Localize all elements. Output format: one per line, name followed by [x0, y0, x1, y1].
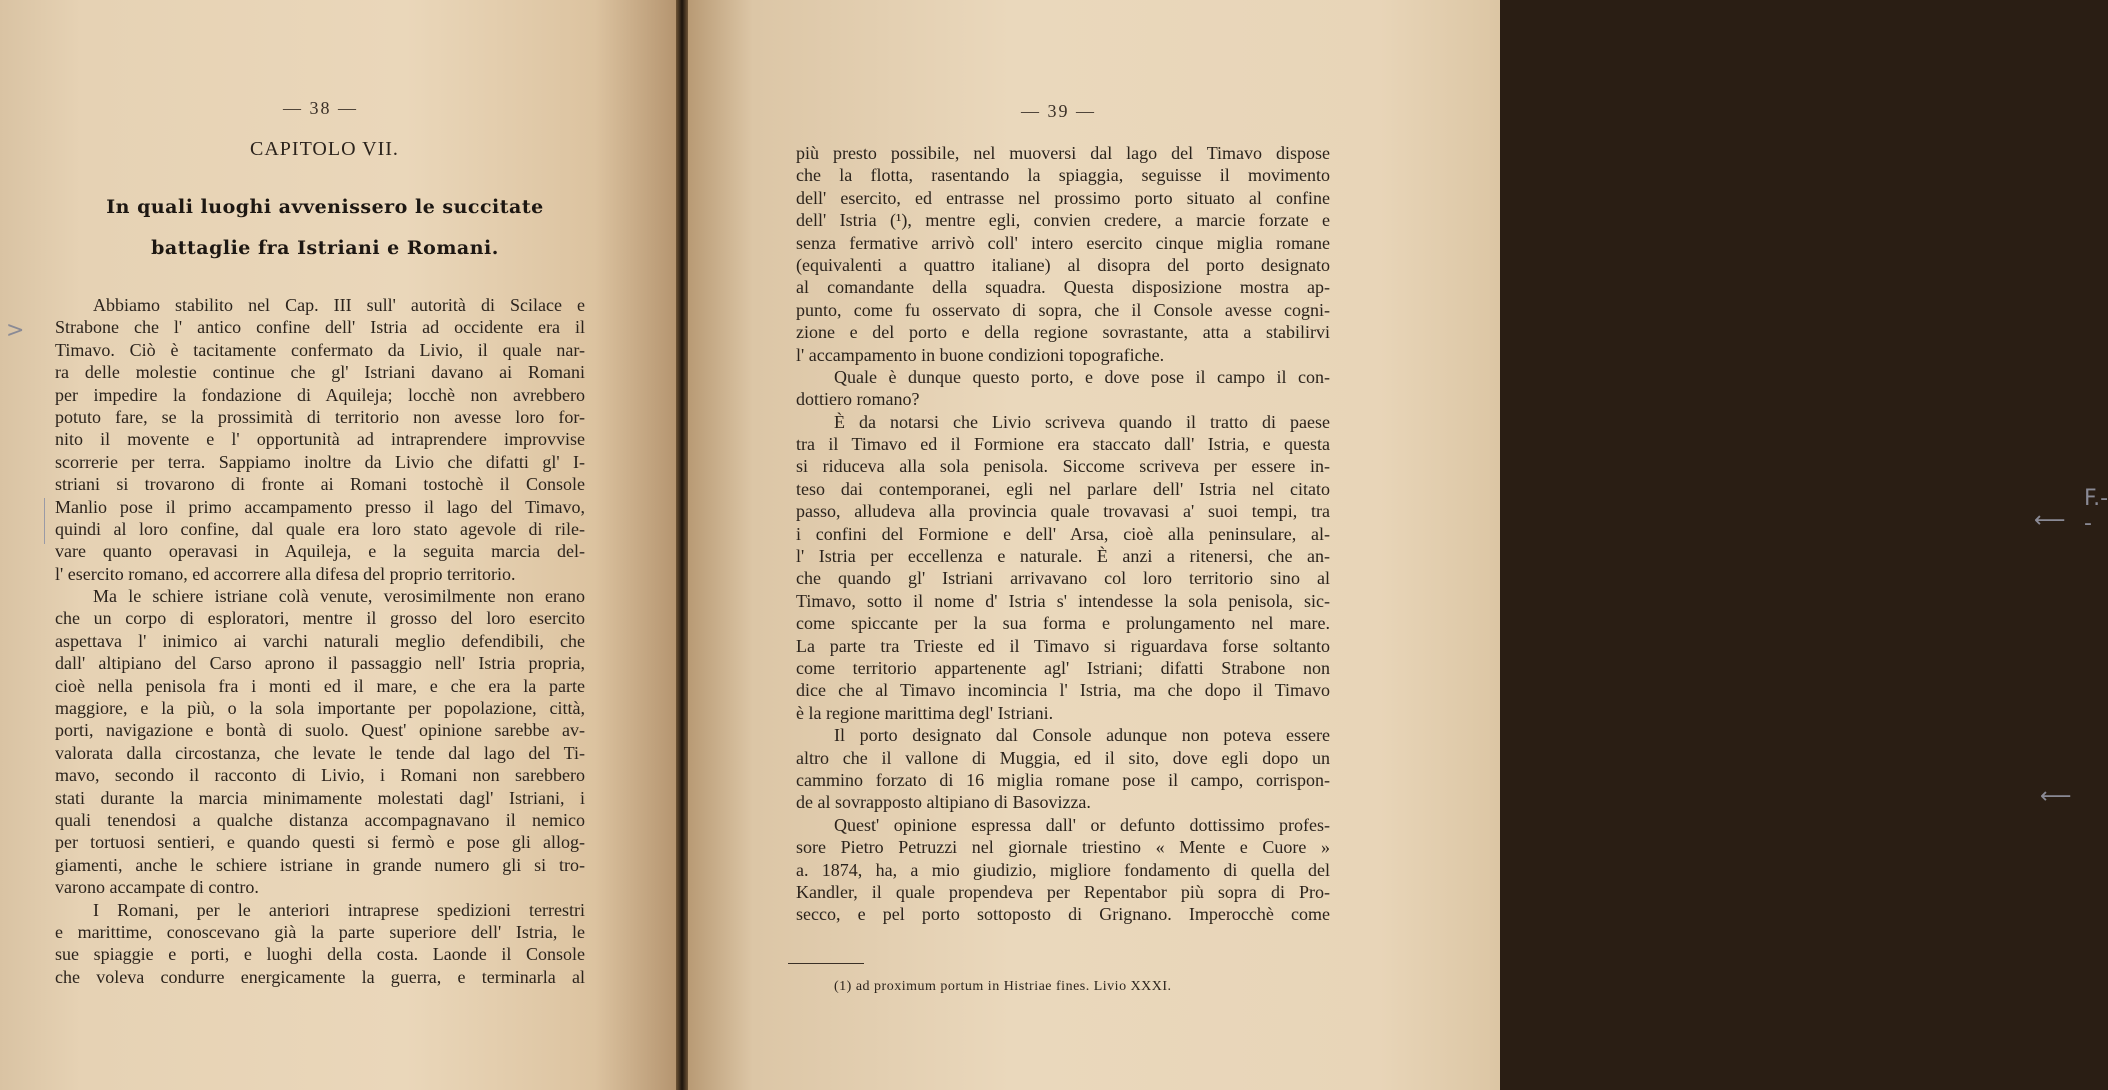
text-line: dell' Istria (¹), mentre egli, convien credere, a marcie forzate e — [796, 210, 1330, 231]
pencil-annotation: F.-- — [2084, 486, 2108, 536]
right-page — [688, 0, 2108, 1090]
text-line: giamenti, anche le schiere istriane in grande numero gli si tro- — [55, 854, 585, 875]
text-line: varono accampate di contro. — [55, 877, 259, 898]
text-line: Quest' opinione espressa dall' or defunto dottissimo profes- — [834, 814, 1330, 835]
text-line: scorrerie per terra. Sappiamo inoltre da Livio che difatti gl' I- — [55, 451, 585, 472]
text-line: Ma le schiere istriane colà venute, verosimilmente non erano — [93, 586, 585, 607]
text-line: zione e del porto e della regione sovrastante, atta a stabilirvi — [796, 322, 1330, 343]
text-line: Manlio pose il primo accampamento presso il lago del Timavo, — [55, 496, 585, 517]
text-line: come territorio appartenente agl' Istriani; difatti Strabone non — [796, 657, 1330, 678]
text-line: senza fermative arrivò coll' intero esercito cinque miglia romane — [796, 232, 1330, 253]
pencil-arrow-mark: ⟵ — [2034, 508, 2066, 533]
text-line: ra delle molestie continue che gl' Istriani davano ai Romani — [55, 362, 585, 383]
text-line: si riduceva alla sola penisola. Siccome scriveva per essere in- — [796, 456, 1330, 477]
pencil-arrow-mark: ⟵ — [2040, 784, 2072, 809]
text-line: come spiccante per la sua forma e prolungamento nel mare. — [796, 613, 1330, 634]
text-line: secco, e pel porto sottoposto di Grignano. Imperocchè come — [796, 904, 1330, 925]
text-line: Timavo, sotto il nome d' Istria s' intendesse la sola penisola, sic- — [796, 590, 1330, 611]
left-page — [0, 0, 676, 1090]
chapter-heading-line-1: In quali luoghi avvenissero le succitate — [106, 196, 544, 218]
text-line: Abbiamo stabilito nel Cap. III sull' autorità di Scilace e — [93, 295, 585, 315]
text-line: de al sovrapposto altipiano di Basovizza. — [796, 792, 1091, 813]
text-line: che un corpo di esploratori, mentre il grosso del loro esercito — [55, 608, 585, 629]
text-line: passo, alludeva alla provincia quale trovavasi a' suoi tempi, tra — [796, 501, 1330, 522]
left-page-number: — 38 — — [283, 98, 358, 118]
left-body-text — [55, 294, 585, 988]
chapter-heading-line-2: battaglie fra Istriani e Romani. — [151, 237, 499, 259]
text-line: mavo, secondo il racconto di Livio, i Romani non sarebbero — [55, 765, 585, 786]
text-line: l' Istria per eccellenza e naturale. È anzi a ritenersi, che an- — [796, 546, 1330, 567]
text-line: che voleva condurre energicamente la guerra, e terminarla al — [55, 966, 585, 987]
text-line: punto, come fu osservato di sopra, che il Console avesse cogni- — [796, 299, 1330, 320]
text-line: Kandler, il quale propendeva per Repentabor più sopra di Pro- — [796, 881, 1330, 902]
text-line: a. 1874, ha, a mio giudizio, migliore fondamento di quella del — [796, 859, 1330, 880]
text-line: Timavo. Ciò è tacitamente confermato da Livio, il quale nar- — [55, 339, 585, 360]
text-line: che quando gl' Istriani arrivavano col loro territorio sino al — [796, 568, 1330, 589]
text-line: porti, navigazione e bontà di suolo. Quest' opinione sarebbe av- — [55, 720, 585, 741]
text-line: dottiero romano? — [796, 389, 920, 410]
text-line: Il porto designato dal Console adunque non poteva essere — [834, 725, 1330, 746]
text-line: maggiore, e la più, o la sola importante per popolazione, città, — [55, 698, 585, 719]
text-line: (equivalenti a quattro italiane) al disopra del porto designato — [796, 254, 1330, 275]
text-line: sore Pietro Petruzzi nel giornale triestino « Mente e Cuore » — [796, 837, 1330, 858]
text-line: per impedire la fondazione di Aquileja; locchè non avrebbero — [55, 384, 585, 405]
text-line: cammino forzato di 16 miglia romane pose il campo, corrispon- — [796, 769, 1330, 790]
footnote: (1) ad proximum portum in Histriae fines. Livio XXXI. — [834, 979, 1172, 994]
text-line: e marittime, conoscevano già la parte superiore dell' Istria, le — [55, 921, 585, 942]
text-line: quindi al loro confine, dal quale era loro stato agevole di rile- — [55, 518, 585, 539]
text-line: I Romani, per le anteriori intraprese spedizioni terrestri — [93, 899, 585, 920]
text-line: dell' esercito, ed entrasse nel prossimo porto situato al confine — [796, 187, 1330, 208]
chapter-title: CAPITOLO VII. — [250, 138, 399, 160]
text-line: stati durante la marcia minimamente molestati dagl' Istriani, i — [55, 787, 585, 808]
text-line: Quale è dunque questo porto, e dove pose il campo il con- — [834, 366, 1330, 387]
text-line: striani si trovarono di fronte ai Romani tostochè il Console — [55, 474, 585, 495]
text-line: La parte tra Trieste ed il Timavo si riguardava forse soltanto — [796, 635, 1330, 656]
text-line: per tortuosi sentieri, e quando questi si fermò e pose gli allog- — [55, 832, 585, 853]
text-line: È da notarsi che Livio scriveva quando il tratto di paese — [834, 411, 1330, 432]
text-line: i confini del Formione e dell' Arsa, cioè alla peninsulare, al- — [796, 523, 1330, 544]
text-line: tra il Timavo ed il Formione era staccato dall' Istria, e questa — [796, 434, 1330, 455]
pencil-arrow-mark: > — [6, 318, 25, 343]
text-line: sue spiaggie e porti, e luoghi della costa. Laonde il Console — [55, 944, 585, 965]
text-line: nito il movente e l' opportunità ad intraprendere improvvise — [55, 429, 585, 450]
right-page-number: — 39 — — [1021, 101, 1096, 121]
footnote-divider — [788, 963, 864, 964]
text-line: quali tenendosi a qualche distanza accompagnavano il nemico — [55, 809, 585, 830]
text-line: l' accampamento in buone condizioni topografiche. — [796, 344, 1165, 365]
text-line: più presto possibile, nel muoversi dal lago del Timavo dispose — [796, 143, 1330, 163]
text-line: cioè nella penisola fra i monti ed il mare, e che era la parte — [55, 675, 585, 696]
text-line: potuto fare, se la prossimità di territorio non avesse loro for- — [55, 406, 585, 427]
text-line: teso dai contemporanei, egli nel parlare dell' Istria nel citato — [796, 478, 1330, 499]
text-line: dice che al Timavo incomincia l' Istria, ma che dopo il Timavo — [796, 680, 1330, 701]
text-line: altro che il vallone di Muggia, ed il sito, dove egli dopo un — [796, 747, 1330, 768]
text-line: vare quanto operavasi in Aquileja, e la seguita marcia del- — [55, 541, 585, 562]
text-line: Strabone che l' antico confine dell' Istria ad occidente era il — [55, 317, 585, 338]
text-line: dall' altipiano del Carso aprono il passaggio nell' Istria propria, — [55, 653, 585, 674]
text-line: che la flotta, rasentando la spiaggia, seguisse il movimento — [796, 165, 1330, 186]
text-line: valorata dalla circostanza, che levate le tende dal lago del Ti- — [55, 742, 585, 763]
text-line: aspettava l' inimico ai varchi naturali meglio defendibili, che — [55, 630, 585, 651]
book-gutter — [676, 0, 688, 1090]
right-body-text — [796, 142, 1330, 926]
text-line: al comandante della squadra. Questa disposizione mostra ap- — [796, 277, 1330, 298]
text-line: l' esercito romano, ed accorrere alla difesa del proprio territorio. — [55, 563, 516, 584]
pencil-margin-line — [44, 498, 45, 544]
text-line: è la regione marittima degl' Istriani. — [796, 702, 1054, 723]
